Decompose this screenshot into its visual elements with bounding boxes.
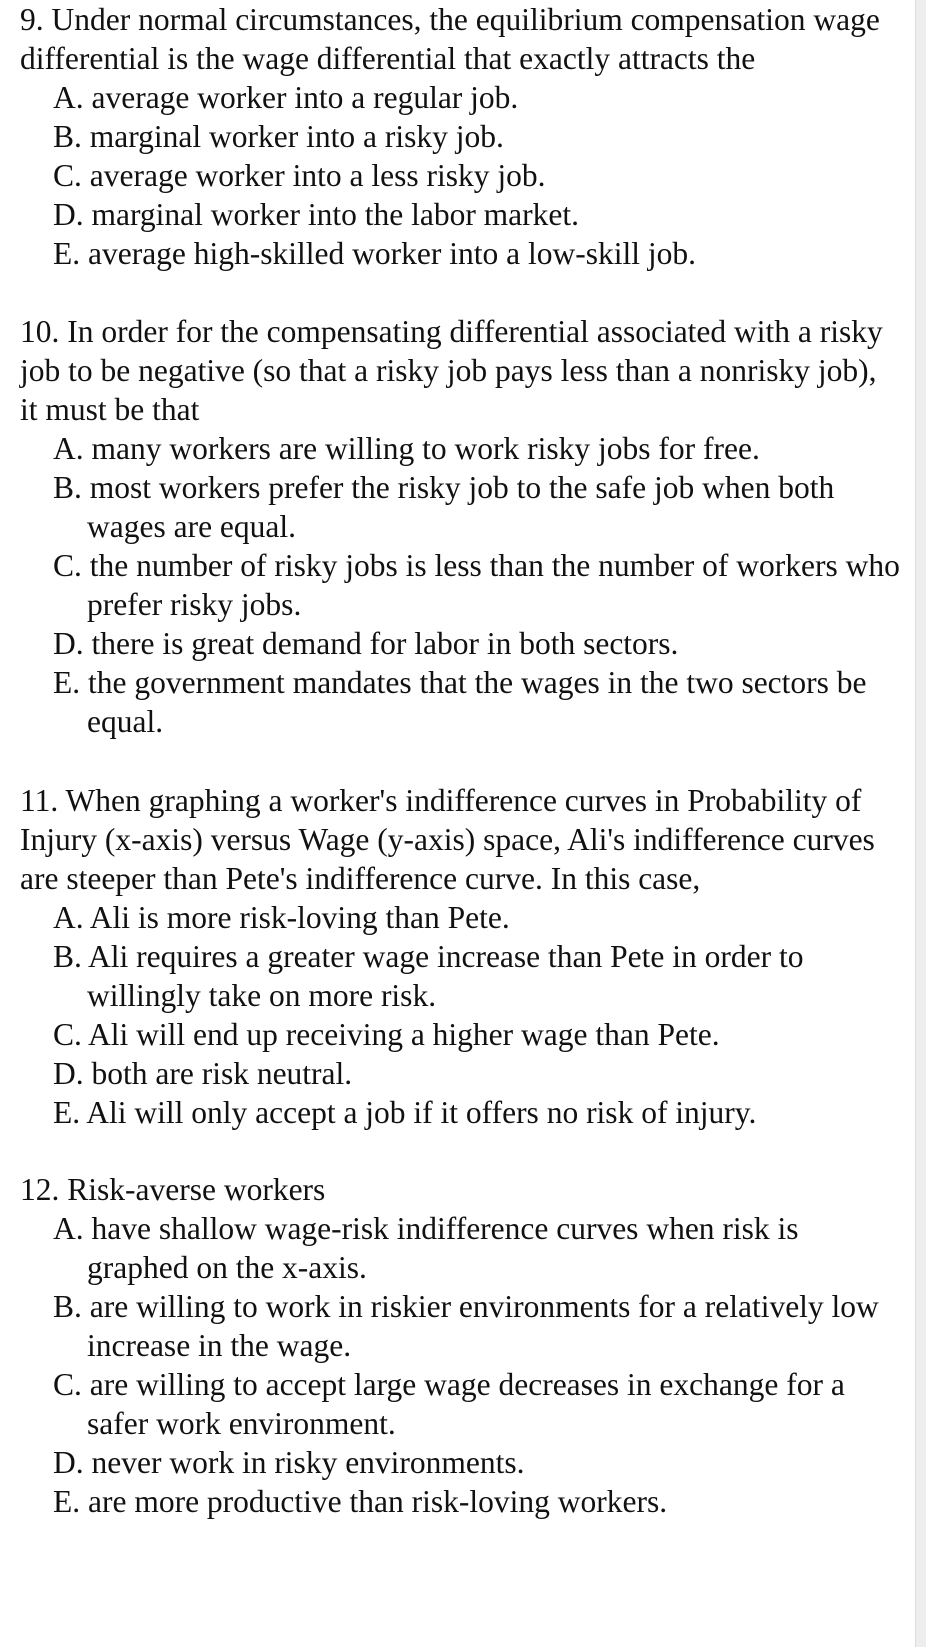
answer-option-c[interactable] <box>53 156 900 195</box>
question-number: 12. <box>20 1172 60 1207</box>
answer-option-a[interactable] <box>53 1209 900 1287</box>
option-letter: A. <box>53 80 84 115</box>
answer-option-d[interactable] <box>53 1443 900 1482</box>
option-letter: B. <box>53 939 82 974</box>
option-letter: D. <box>53 1445 84 1480</box>
question-stem <box>20 1170 900 1209</box>
option-letter: A. <box>53 900 84 935</box>
option-letter: D. <box>53 626 84 661</box>
question-12 <box>20 1170 900 1521</box>
option-text: average worker into a regular job. <box>91 80 519 115</box>
option-text: Ali is more risk-loving than Pete. <box>89 900 510 935</box>
answer-option-b[interactable] <box>53 468 900 546</box>
option-text: Ali requires a greater wage increase than Pete in order to willingly take on more risk. <box>87 939 804 1013</box>
question-text: In order for the compensating differential associated with a risky job to be negative (so that a risky job pays less than a nonrisky job), it must be that <box>20 314 883 427</box>
page-edge-strip <box>915 0 926 1647</box>
question-page <box>20 0 900 1521</box>
option-letter: D. <box>53 1056 84 1091</box>
option-letter: B. <box>53 119 82 154</box>
answer-option-a[interactable] <box>53 78 900 117</box>
option-text: Ali will end up receiving a higher wage than Pete. <box>88 1017 720 1052</box>
option-letter: E. <box>53 236 81 271</box>
option-text: are willing to work in riskier environments for a relatively low increase in the wage. <box>87 1289 879 1363</box>
answer-option-d[interactable] <box>53 1054 900 1093</box>
answer-options <box>20 78 900 273</box>
answer-options <box>20 1209 900 1521</box>
option-letter: C. <box>53 158 82 193</box>
answer-option-e[interactable] <box>53 234 900 273</box>
question-stem <box>20 0 900 78</box>
option-text: average worker into a less risky job. <box>89 158 546 193</box>
answer-option-c[interactable] <box>53 1365 900 1443</box>
option-letter: E. <box>53 665 81 700</box>
option-text: average high-skilled worker into a low-skill job. <box>88 236 696 271</box>
question-number: 11. <box>20 783 59 818</box>
answer-option-a[interactable] <box>53 898 900 937</box>
option-text: the government mandates that the wages in the two sectors be equal. <box>87 665 867 739</box>
option-text: have shallow wage-risk indifference curves when risk is graphed on the x-axis. <box>87 1211 799 1285</box>
option-text: never work in risky environments. <box>91 1445 525 1480</box>
option-text: marginal worker into the labor market. <box>91 197 580 232</box>
question-stem <box>20 312 900 429</box>
question-11 <box>20 781 900 1132</box>
question-text: Risk-averse workers <box>67 1172 326 1207</box>
question-9 <box>20 0 900 273</box>
answer-options <box>20 429 900 741</box>
question-text: Under normal circumstances, the equilibrium compensation wage differential is the wage differential that exactly attracts the <box>20 2 880 76</box>
answer-option-b[interactable] <box>53 937 900 1015</box>
answer-option-c[interactable] <box>53 546 900 624</box>
answer-option-b[interactable] <box>53 117 900 156</box>
option-letter: C. <box>53 1367 82 1402</box>
answer-option-b[interactable] <box>53 1287 900 1365</box>
option-text: marginal worker into a risky job. <box>89 119 504 154</box>
option-text: the number of risky jobs is less than the number of workers who prefer risky jobs. <box>87 548 900 622</box>
option-text: Ali will only accept a job if it offers no risk of injury. <box>86 1095 757 1130</box>
option-letter: D. <box>53 197 84 232</box>
answer-option-d[interactable] <box>53 195 900 234</box>
option-letter: E. <box>53 1095 81 1130</box>
option-letter: C. <box>53 548 82 583</box>
option-letter: E. <box>53 1484 81 1519</box>
question-number: 10. <box>20 314 60 349</box>
option-letter: A. <box>53 431 84 466</box>
option-text: most workers prefer the risky job to the safe job when both wages are equal. <box>87 470 835 544</box>
answer-option-c[interactable] <box>53 1015 900 1054</box>
question-10 <box>20 312 900 741</box>
option-text: there is great demand for labor in both sectors. <box>91 626 679 661</box>
option-text: are willing to accept large wage decreases in exchange for a safer work environment. <box>87 1367 845 1441</box>
option-text: many workers are willing to work risky jobs for free. <box>91 431 760 466</box>
question-text: When graphing a worker's indifference curves in Probability of Injury (x-axis) versus Wage (y-axis) space, Ali's indifference curves are steeper than Pete's indifference curve. In this case, <box>20 783 875 896</box>
answer-option-d[interactable] <box>53 624 900 663</box>
option-text: both are risk neutral. <box>91 1056 353 1091</box>
answer-option-e[interactable] <box>53 663 900 741</box>
option-letter: B. <box>53 1289 82 1324</box>
option-letter: C. <box>53 1017 82 1052</box>
option-text: are more productive than risk-loving workers. <box>88 1484 668 1519</box>
answer-option-a[interactable] <box>53 429 900 468</box>
answer-option-e[interactable] <box>53 1482 900 1521</box>
question-stem <box>20 781 900 898</box>
option-letter: B. <box>53 470 82 505</box>
answer-options <box>20 898 900 1132</box>
question-number: 9. <box>20 2 44 37</box>
answer-option-e[interactable] <box>53 1093 900 1132</box>
option-letter: A. <box>53 1211 84 1246</box>
